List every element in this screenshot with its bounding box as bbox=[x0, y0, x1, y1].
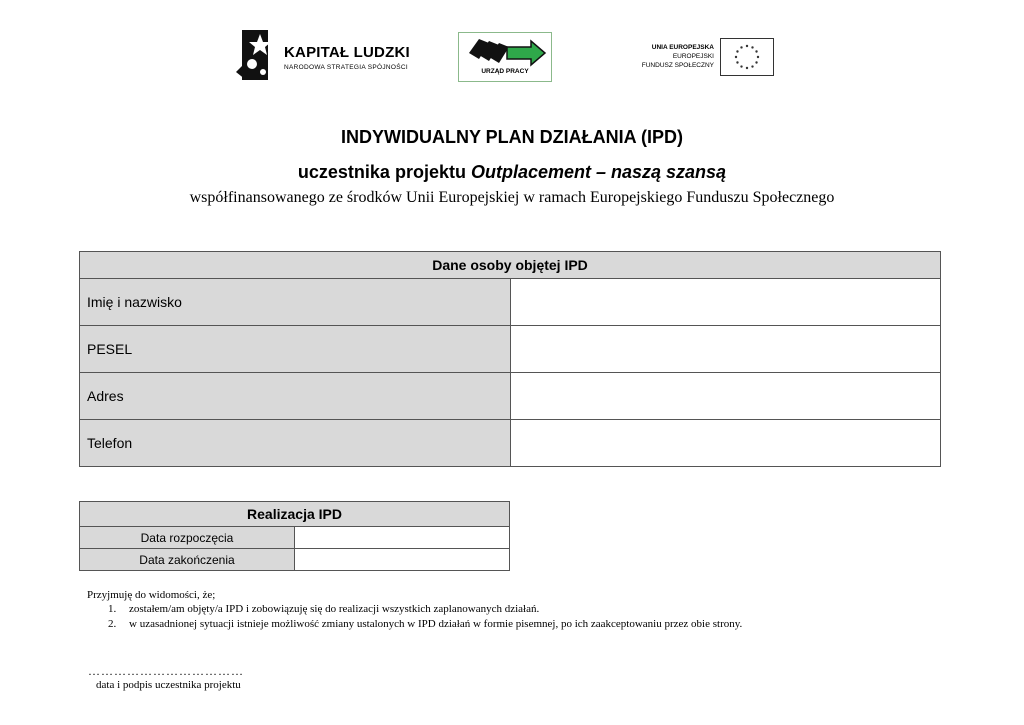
realization-table bbox=[79, 501, 510, 571]
start-date-label: Data rozpoczęcia bbox=[80, 527, 295, 549]
kapital-ludzki-title: KAPITAŁ LUDZKI bbox=[284, 44, 410, 61]
list-item-number: 1. bbox=[108, 603, 117, 615]
acknowledgement-intro: Przyjmuję do widomości, że; bbox=[87, 589, 216, 601]
name-field[interactable] bbox=[510, 279, 941, 326]
phone-label: Telefon bbox=[80, 420, 511, 467]
eu-logo-line2: EUROPEJSKI bbox=[672, 53, 714, 60]
cofinancing-note: współfinansowanego ze środków Unii Europejskiej w ramach Europejskiego Funduszu Społecznego bbox=[189, 189, 835, 206]
table-row bbox=[80, 420, 941, 467]
eu-star-icon bbox=[755, 50, 757, 52]
acknowledgement-list bbox=[108, 602, 742, 632]
table-row bbox=[80, 279, 941, 326]
table-row bbox=[80, 373, 941, 420]
kapital-ludzki-subtitle: NARODOWA STRATEGIA SPÓJNOŚCI bbox=[284, 64, 408, 71]
list-item bbox=[108, 617, 742, 632]
eu-star-icon bbox=[746, 67, 748, 69]
eu-star-icon bbox=[757, 56, 759, 58]
subtitle-plain: uczestnika projektu bbox=[297, 162, 471, 182]
signature-line[interactable]: ……………………………… bbox=[88, 664, 244, 678]
end-date-field[interactable] bbox=[295, 549, 510, 571]
list-item bbox=[108, 602, 742, 617]
eu-star-icon bbox=[735, 56, 737, 58]
document-subtitle bbox=[0, 162, 1024, 183]
address-label: Adres bbox=[80, 373, 511, 420]
urzad-pracy-cards-icon bbox=[459, 33, 551, 69]
signature-label: data i podpis uczestnika projektu bbox=[96, 679, 241, 691]
eu-logo-line1: UNIA EUROPEJSKA bbox=[651, 44, 714, 51]
personal-data-table bbox=[79, 251, 941, 467]
address-field[interactable] bbox=[510, 373, 941, 420]
list-item-text: zostałem/am objęty/a IPD i zobowiązuję się do realizacji wszystkich zaplanowanych działań. bbox=[129, 603, 540, 615]
kapital-ludzki-emblem-icon bbox=[236, 28, 274, 82]
list-item-number: 2. bbox=[108, 618, 117, 630]
eu-logo-text bbox=[636, 43, 714, 70]
phone-field[interactable] bbox=[510, 420, 941, 467]
eu-logo bbox=[636, 38, 776, 76]
personal-data-header: Dane osoby objętej IPD bbox=[80, 252, 941, 279]
eu-star-icon bbox=[740, 65, 742, 67]
pesel-field[interactable] bbox=[510, 326, 941, 373]
table-row bbox=[80, 549, 510, 571]
table-row bbox=[80, 527, 510, 549]
urzad-pracy-label: URZĄD PRACY bbox=[481, 68, 529, 75]
urzad-pracy-logo bbox=[458, 32, 552, 82]
eu-star-icon bbox=[740, 46, 742, 48]
realization-header: Realizacja IPD bbox=[80, 502, 510, 527]
eu-star-icon bbox=[736, 61, 738, 63]
eu-star-icon bbox=[751, 46, 753, 48]
document-title: INDYWIDUALNY PLAN DZIAŁANIA (IPD) bbox=[341, 127, 683, 147]
eu-star-icon bbox=[746, 45, 748, 47]
kapital-ludzki-logo bbox=[236, 28, 416, 84]
eu-logo-line3: FUNDUSZ SPOŁECZNY bbox=[641, 62, 714, 69]
eu-star-icon bbox=[755, 61, 757, 63]
eu-star-icon bbox=[751, 65, 753, 67]
end-date-label: Data zakończenia bbox=[80, 549, 295, 571]
pesel-label: PESEL bbox=[80, 326, 511, 373]
name-label: Imię i nazwisko bbox=[80, 279, 511, 326]
eu-flag-icon bbox=[720, 38, 774, 76]
eu-star-icon bbox=[736, 50, 738, 52]
start-date-field[interactable] bbox=[295, 527, 510, 549]
table-row bbox=[80, 326, 941, 373]
list-item-text: w uzasadnionej sytuacji istnieje możliwość zmiany ustalonych w IPD działań w formie pisemnej, po ich zaakceptowaniu przez obie strony. bbox=[129, 618, 743, 630]
subtitle-project-name: Outplacement – naszą szansą bbox=[470, 162, 727, 182]
